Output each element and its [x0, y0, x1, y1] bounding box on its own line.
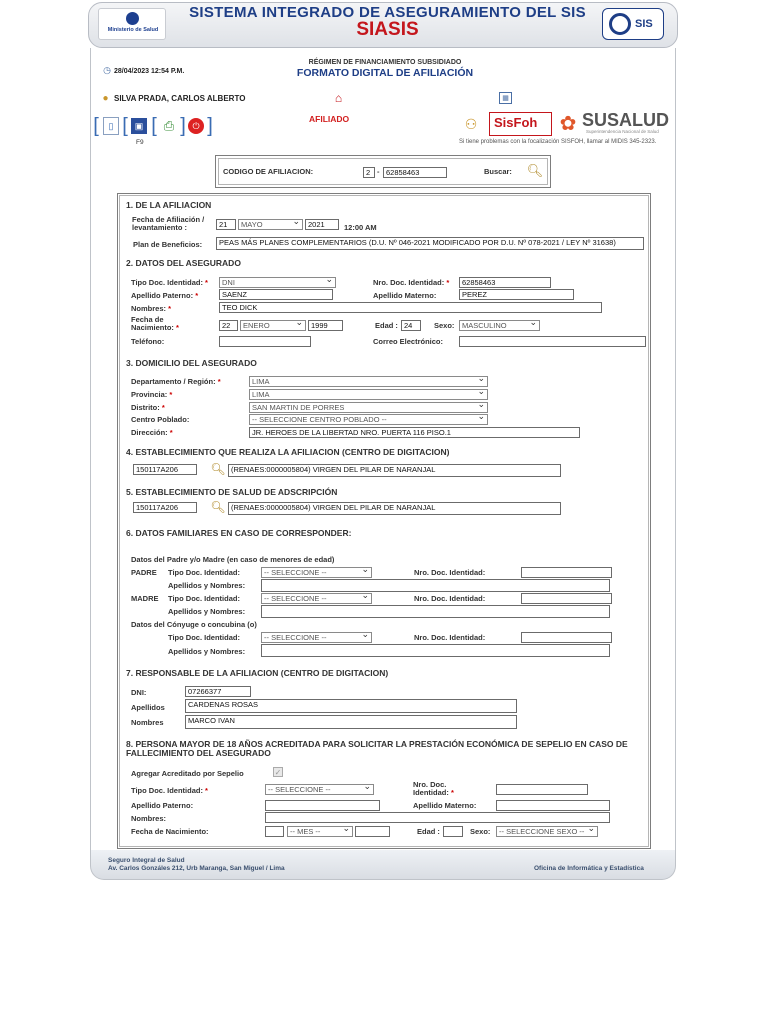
s8-fnac-month[interactable]: -- MES -- ⌄ [287, 826, 353, 837]
fnac-month[interactable]: ENERO ⌄ [240, 320, 306, 331]
centro-digitacion-code[interactable]: 150117A206 [133, 464, 197, 475]
bracket-mid1: [ [122, 114, 128, 137]
fecha-afiliacion-month[interactable]: MAYO ⌄ [238, 219, 303, 230]
edad-label: Edad : [375, 321, 398, 330]
padre-tipo-doc-select[interactable]: -- SELECCIONE -- ⌄ [261, 567, 372, 578]
tipo-doc-select[interactable]: DNI ⌄ [219, 277, 336, 288]
sexo-select[interactable]: MASCULINO ⌄ [459, 320, 540, 331]
edad-input[interactable]: 24 [401, 320, 421, 331]
madre-tipo-doc-select[interactable]: -- SELECCIONE -- ⌄ [261, 593, 372, 604]
search-icon[interactable]: 🔍︎ [210, 462, 226, 476]
ap-paterno-input[interactable]: SAENZ [219, 289, 333, 300]
calendar-icon[interactable]: ▦ [499, 92, 512, 104]
padre-tipo-doc-label: Tipo Doc. Identidad: [168, 568, 240, 577]
minsa-logo-text: Ministerio de Salud [107, 27, 159, 33]
distrito-label: Distrito: * [131, 403, 165, 412]
responsable-dni-input[interactable]: 07266377 [185, 686, 251, 697]
padre-apellidos-label: Apellidos y Nombres: [168, 581, 246, 590]
minsa-logo [98, 8, 166, 40]
s8-ap-paterno-input[interactable] [265, 800, 380, 811]
centro-poblado-label: Centro Poblado: [131, 415, 190, 424]
madre-apellidos-input[interactable] [261, 605, 610, 618]
bracket-left: [ [93, 114, 99, 137]
adscripcion-name: (RENAES:0000005804) VIRGEN DEL PILAR DE NARANJAL [228, 502, 561, 515]
centro-poblado-select[interactable]: -- SELECCIONE CENTRO POBLADO -- ⌄ [249, 414, 488, 425]
susalud-flower-icon: ✿ [559, 112, 577, 135]
s8-nombres-label: Nombres: [131, 814, 167, 823]
padre-apellidos-input[interactable] [261, 579, 610, 592]
madre-nro-doc-input[interactable] [521, 593, 612, 604]
nombres-label: Nombres: * [131, 304, 172, 313]
nro-doc-label: Nro. Doc. Identidad: * [373, 278, 450, 287]
telefono-input[interactable] [219, 336, 311, 347]
minsa-emblem-icon [126, 12, 139, 25]
codigo-dash: - [377, 167, 380, 176]
ap-materno-input[interactable]: PEREZ [459, 289, 574, 300]
s8-edad-label: Edad : [417, 827, 440, 836]
correo-label: Correo Electrónico: [373, 337, 444, 346]
user-icon: ● [102, 93, 109, 104]
codigo-value-input[interactable]: 62858463 [383, 167, 447, 178]
padre-nro-doc-label: Nro. Doc. Identidad: [414, 568, 486, 577]
section-5-title: 5. ESTABLECIMIENTO DE SALUD DE ADSCRIPCIÓN [126, 487, 338, 497]
s8-fnac-year[interactable] [355, 826, 390, 837]
new-document-icon[interactable]: ▯ [103, 117, 119, 135]
datetime: 28/04/2023 12:54 P.M. [114, 68, 185, 75]
codigo-label: CODIGO DE AFILIACION: [223, 167, 314, 176]
system-acronym: SIASIS [356, 19, 419, 40]
fnac-day[interactable]: 22 [219, 320, 238, 331]
departamento-label: Departamento / Región: * [131, 377, 221, 386]
s8-ap-paterno-label: Apellido Paterno: [131, 801, 194, 810]
section-7-title: 7. RESPONSABLE DE LA AFILIACION (CENTRO DE DIGITACION) [126, 668, 389, 678]
s8-nro-doc-label: Nro. Doc. Identidad: * [413, 780, 454, 797]
nro-doc-input[interactable]: 62858463 [459, 277, 551, 288]
s8-nro-doc-input[interactable] [496, 784, 588, 795]
bracket-mid2: [ [151, 114, 157, 137]
sexo-label: Sexo: [434, 321, 455, 330]
direccion-input[interactable]: JR. HEROES DE LA LIBERTAD NRO. PUERTA 116 PISO.1 [249, 427, 580, 438]
clock-icon: ◷ [103, 64, 111, 75]
search-icon[interactable]: 🔍︎ [526, 163, 544, 178]
system-title: SISTEMA INTEGRADO DE ASEGURAMIENTO DEL SIS [189, 4, 586, 21]
agregar-acreditado-checkbox[interactable]: ✓ [274, 767, 282, 777]
conyuge-apellidos-label: Apellidos y Nombres: [168, 647, 246, 656]
s8-nombres-input[interactable] [265, 812, 610, 823]
footer-org: Seguro Integral de Salud [108, 857, 185, 864]
responsable-nombres-input[interactable]: MARCO IVAN [185, 715, 517, 729]
responsable-apellidos-label: Apellidos [131, 703, 165, 712]
s8-fnac-day[interactable] [265, 826, 284, 837]
s8-sexo-label: Sexo: [470, 827, 491, 836]
responsable-dni-label: DNI: [131, 688, 147, 697]
home-icon[interactable]: ⌂ [334, 91, 343, 105]
conyuge-tipo-doc-select[interactable]: -- SELECCIONE -- ⌄ [261, 632, 372, 643]
departamento-select[interactable]: LIMA ⌄ [249, 376, 488, 387]
provincia-label: Provincia: * [131, 390, 173, 399]
conyuge-apellidos-input[interactable] [261, 644, 610, 657]
sisfoh-note: Si tiene problemas con la focalización SISFOH, llamar al MIDIS 345-2323. [459, 139, 657, 145]
bracket-mid3: ] [180, 114, 186, 137]
responsable-nombres-label: Nombres [131, 718, 164, 727]
footer-address: Av. Carlos Gonzáles 212, Urb Maranga, San Miguel / Lima [108, 865, 285, 872]
codigo-prefix-input[interactable]: 2 [363, 167, 375, 178]
correo-input[interactable] [459, 336, 646, 347]
fecha-afiliacion-day[interactable]: 21 [216, 219, 236, 230]
ap-paterno-label: Apellido Paterno: * [131, 291, 199, 300]
section-6-title: 6. DATOS FAMILIARES EN CASO DE CORRESPONDER: [126, 528, 352, 538]
madre-label: MADRE [131, 594, 159, 603]
distrito-select[interactable]: SAN MARTIN DE PORRES ⌄ [249, 402, 488, 413]
save-icon[interactable]: ▣ [131, 118, 147, 134]
s8-sexo-select[interactable]: -- SELECCIONE SEXO -- ⌄ [496, 826, 598, 837]
sisfoh-logo-text: SisFoh [494, 115, 538, 130]
madre-tipo-doc-label: Tipo Doc. Identidad: [168, 594, 240, 603]
user-name: SILVA PRADA, CARLOS ALBERTO [114, 94, 246, 103]
adscripcion-code[interactable]: 150117A206 [133, 502, 197, 513]
susalud-subtitle: Superintendencia Nacional de Salud [586, 129, 659, 134]
page-title: FORMATO DIGITAL DE AFILIACIÓN [296, 67, 474, 79]
sis-logo-text: SIS [635, 18, 653, 30]
fecha-afiliacion-year[interactable]: 2021 [305, 219, 339, 230]
people-icon: ⚇ [464, 115, 478, 132]
plan-value[interactable]: PEAS MÁS PLANES COMPLEMENTARIOS (D.U. Nº 046-2021 MODIFICADO POR D.U. Nº 078-2021 / LEY Nº 31638) [216, 237, 644, 250]
tipo-doc-label: Tipo Doc. Identidad: * [131, 278, 208, 287]
s8-edad-input[interactable] [443, 826, 463, 837]
footer-office: Oficina de Informática y Estadística [534, 865, 644, 872]
regimen-label: RÉGIMEN DE FINANCIAMIENTO SUBSIDIADO [308, 59, 462, 66]
conyuge-nro-doc-input[interactable] [521, 632, 612, 643]
s8-tipo-doc-label: Tipo Doc. Identidad: * [131, 786, 208, 795]
s8-ap-materno-label: Apellido Materno: [413, 801, 477, 810]
section-8-title: 8. PERSONA MAYOR DE 18 AÑOS ACREDITADA PARA SOLICITAR LA PRESTACIÓN ECONÓMICA DE SEPELIO EN CASO DE FALLECIMIENTO DEL ASEGURADO [126, 739, 628, 758]
agregar-acreditado-label: Agregar Acreditado por Sepelio [131, 769, 244, 778]
conyuge-tipo-doc-label: Tipo Doc. Identidad: [168, 633, 240, 642]
telefono-label: Teléfono: [131, 337, 165, 346]
padres-subtitle: Datos del Padre y/o Madre (en caso de menores de edad) [131, 555, 335, 564]
susalud-logo-text: SUSALUD [582, 110, 670, 130]
section-3-title: 3. DOMICILIO DEL ASEGURADO [126, 358, 257, 368]
fnac-label: Fecha de Nacimiento: * [131, 315, 179, 332]
section-1-title: 1. DE LA AFILIACION [126, 200, 212, 210]
s8-fnac-label: Fecha de Nacimiento: [131, 827, 209, 836]
responsable-apellidos-input[interactable]: CARDENAS ROSAS [185, 699, 517, 713]
print-icon[interactable]: ⎙ [163, 118, 175, 133]
fnac-year[interactable]: 1999 [308, 320, 343, 331]
status-badge: AFILIADO [309, 114, 350, 124]
s8-ap-materno-input[interactable] [496, 800, 610, 811]
provincia-select[interactable]: LIMA ⌄ [249, 389, 488, 400]
f9-shortcut: F9 [136, 139, 144, 146]
search-icon[interactable]: 🔍︎ [210, 500, 226, 514]
padre-nro-doc-input[interactable] [521, 567, 612, 578]
section-2-title: 2. DATOS DEL ASEGURADO [126, 258, 241, 268]
sisfoh-logo[interactable] [489, 112, 552, 136]
fecha-afiliacion-time: 12:00 AM [344, 223, 377, 232]
padre-label: PADRE [131, 568, 157, 577]
madre-apellidos-label: Apellidos y Nombres: [168, 607, 246, 616]
sis-emblem-icon [609, 13, 631, 35]
ap-materno-label: Apellido Materno: [373, 291, 437, 300]
nombres-input[interactable]: TEO DICK [219, 302, 602, 313]
plan-label: Plan de Beneficios: [133, 240, 203, 249]
direccion-label: Dirección: * [131, 428, 173, 437]
fecha-afiliacion-label: Fecha de Afiliación / levantamiento : [132, 215, 205, 232]
power-icon[interactable]: ⏻ [188, 118, 204, 134]
buscar-label: Buscar: [484, 167, 512, 176]
section-4-title: 4. ESTABLECIMIENTO QUE REALIZA LA AFILIACION (CENTRO DE DIGITACION) [126, 447, 450, 457]
s8-tipo-doc-select[interactable]: -- SELECCIONE -- ⌄ [265, 784, 374, 795]
conyuge-nro-doc-label: Nro. Doc. Identidad: [414, 633, 486, 642]
conyuge-subtitle: Datos del Cónyuge o concubina (o) [131, 620, 257, 629]
madre-nro-doc-label: Nro. Doc. Identidad: [414, 594, 486, 603]
sis-logo [602, 8, 664, 40]
bracket-right: ] [207, 114, 213, 137]
centro-digitacion-name: (RENAES:0000005804) VIRGEN DEL PILAR DE NARANJAL [228, 464, 561, 477]
